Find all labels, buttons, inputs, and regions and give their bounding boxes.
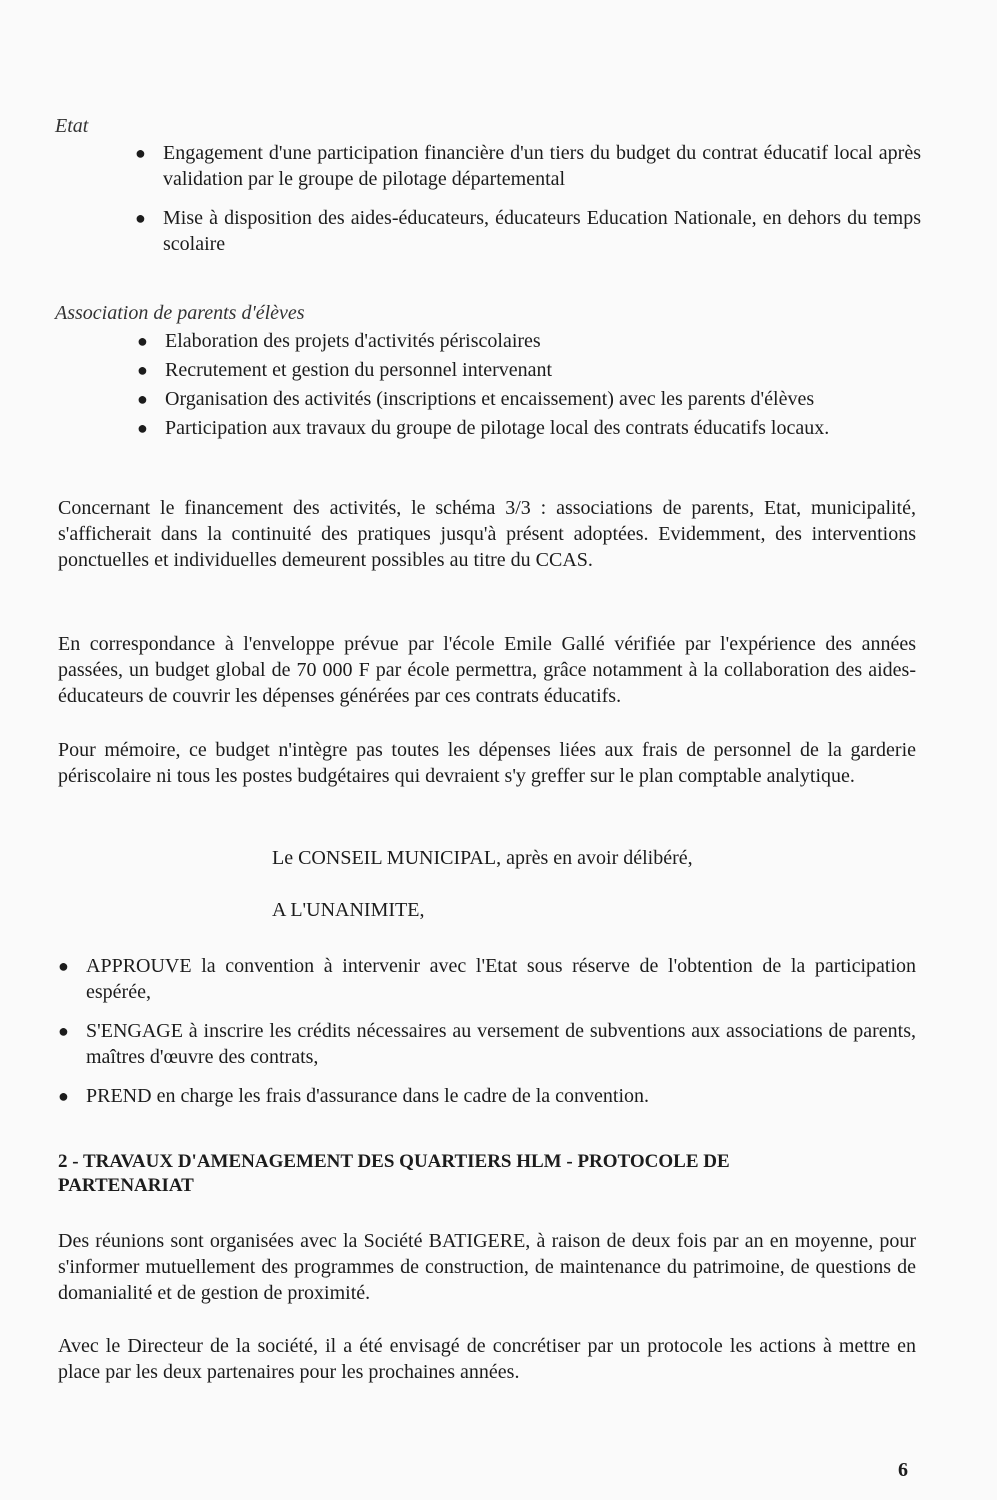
- list-item: [137, 415, 917, 441]
- paragraph-budget: En correspondance à l'enveloppe prévue par l'école Emile Gallé vérifiée par l'expérience des années passées, un budget global de 70 000 F par école permettra, grâce notamment à la collaboration des aides-éducateurs de couvrir les dépenses générées par ces contrats éducatifs.: [58, 633, 916, 707]
- etat-list: [135, 140, 921, 257]
- list-item-text: S'ENGAGE à inscrire les crédits nécessaires au versement de subventions aux associations de parents, maîtres d'œuvre des contrats,: [86, 1020, 916, 1068]
- list-item-text: Engagement d'une participation financière d'un tiers du budget du contrat éducatif local après validation par le groupe de pilotage départemental: [163, 142, 921, 190]
- etat-heading: Etat: [55, 115, 89, 137]
- association-list: [137, 328, 917, 441]
- list-item-text: Participation aux travaux du groupe de pilotage local des contrats éducatifs locaux.: [165, 417, 830, 439]
- list-item: [137, 328, 917, 354]
- list-item: [58, 953, 916, 1005]
- list-item-text: Mise à disposition des aides-éducateurs, éducateurs Education Nationale, en dehors du temps scolaire: [163, 207, 921, 255]
- page-number: 6: [898, 1459, 908, 1481]
- bullet-icon: ●: [137, 360, 148, 380]
- bullet-icon: ●: [58, 956, 69, 976]
- bullet-icon: ●: [137, 331, 148, 351]
- bullet-icon: ●: [58, 1086, 69, 1106]
- unanimity-line: A L'UNANIMITE,: [272, 899, 425, 921]
- association-heading: Association de parents d'élèves: [55, 302, 305, 324]
- bullet-icon: ●: [137, 418, 148, 438]
- section-title: 2 - TRAVAUX D'AMENAGEMENT DES QUARTIERS HLM - PROTOCOLE DE PARTENARIAT: [58, 1151, 730, 1196]
- paragraph-protocole: Avec le Directeur de la société, il a été envisagé de concrétiser par un protocole les actions à mettre en place par les deux partenaires pour les prochaines années.: [58, 1335, 916, 1383]
- paragraph-reunions: Des réunions sont organisées avec la Société BATIGERE, à raison de deux fois par an en moyenne, pour s'informer mutuellement des programmes de construction, de maintenance du patrimoine, de questions de domanialité et de gestion de proximité.: [58, 1230, 916, 1304]
- list-item: [137, 386, 917, 412]
- bullet-icon: ●: [135, 143, 146, 163]
- list-item: [58, 1018, 916, 1070]
- list-item-text: Recrutement et gestion du personnel intervenant: [165, 359, 553, 381]
- list-item-text: APPROUVE la convention à intervenir avec l'Etat sous réserve de l'obtention de la participation espérée,: [86, 955, 916, 1003]
- bullet-icon: ●: [137, 389, 148, 409]
- list-item: [58, 1083, 916, 1109]
- list-item: [135, 140, 921, 192]
- list-item-text: Organisation des activités (inscriptions et encaissement) avec les parents d'élèves: [165, 388, 815, 410]
- paragraph-memoire: Pour mémoire, ce budget n'intègre pas toutes les dépenses liées aux frais de personnel de la garderie périscolaire ni tous les postes budgétaires qui devraient s'y greffer sur le plan comptable analytique.: [58, 739, 916, 787]
- decisions-list: [58, 953, 916, 1109]
- list-item: [135, 205, 921, 257]
- bullet-icon: ●: [135, 208, 146, 228]
- list-item-text: PREND en charge les frais d'assurance dans le cadre de la convention.: [86, 1085, 650, 1107]
- paragraph-financement: Concernant le financement des activités, le schéma 3/3 : associations de parents, Etat, municipalité, s'afficherait dans la continuité des pratiques jusqu'à présent adoptées. Evidemment, des interventions ponctuelles et individuelles demeurent possibles au titre du CCAS.: [58, 497, 916, 571]
- council-line: Le CONSEIL MUNICIPAL, après en avoir délibéré,: [272, 847, 693, 869]
- bullet-icon: ●: [58, 1021, 69, 1041]
- list-item: [137, 357, 917, 383]
- list-item-text: Elaboration des projets d'activités périscolaires: [165, 330, 541, 352]
